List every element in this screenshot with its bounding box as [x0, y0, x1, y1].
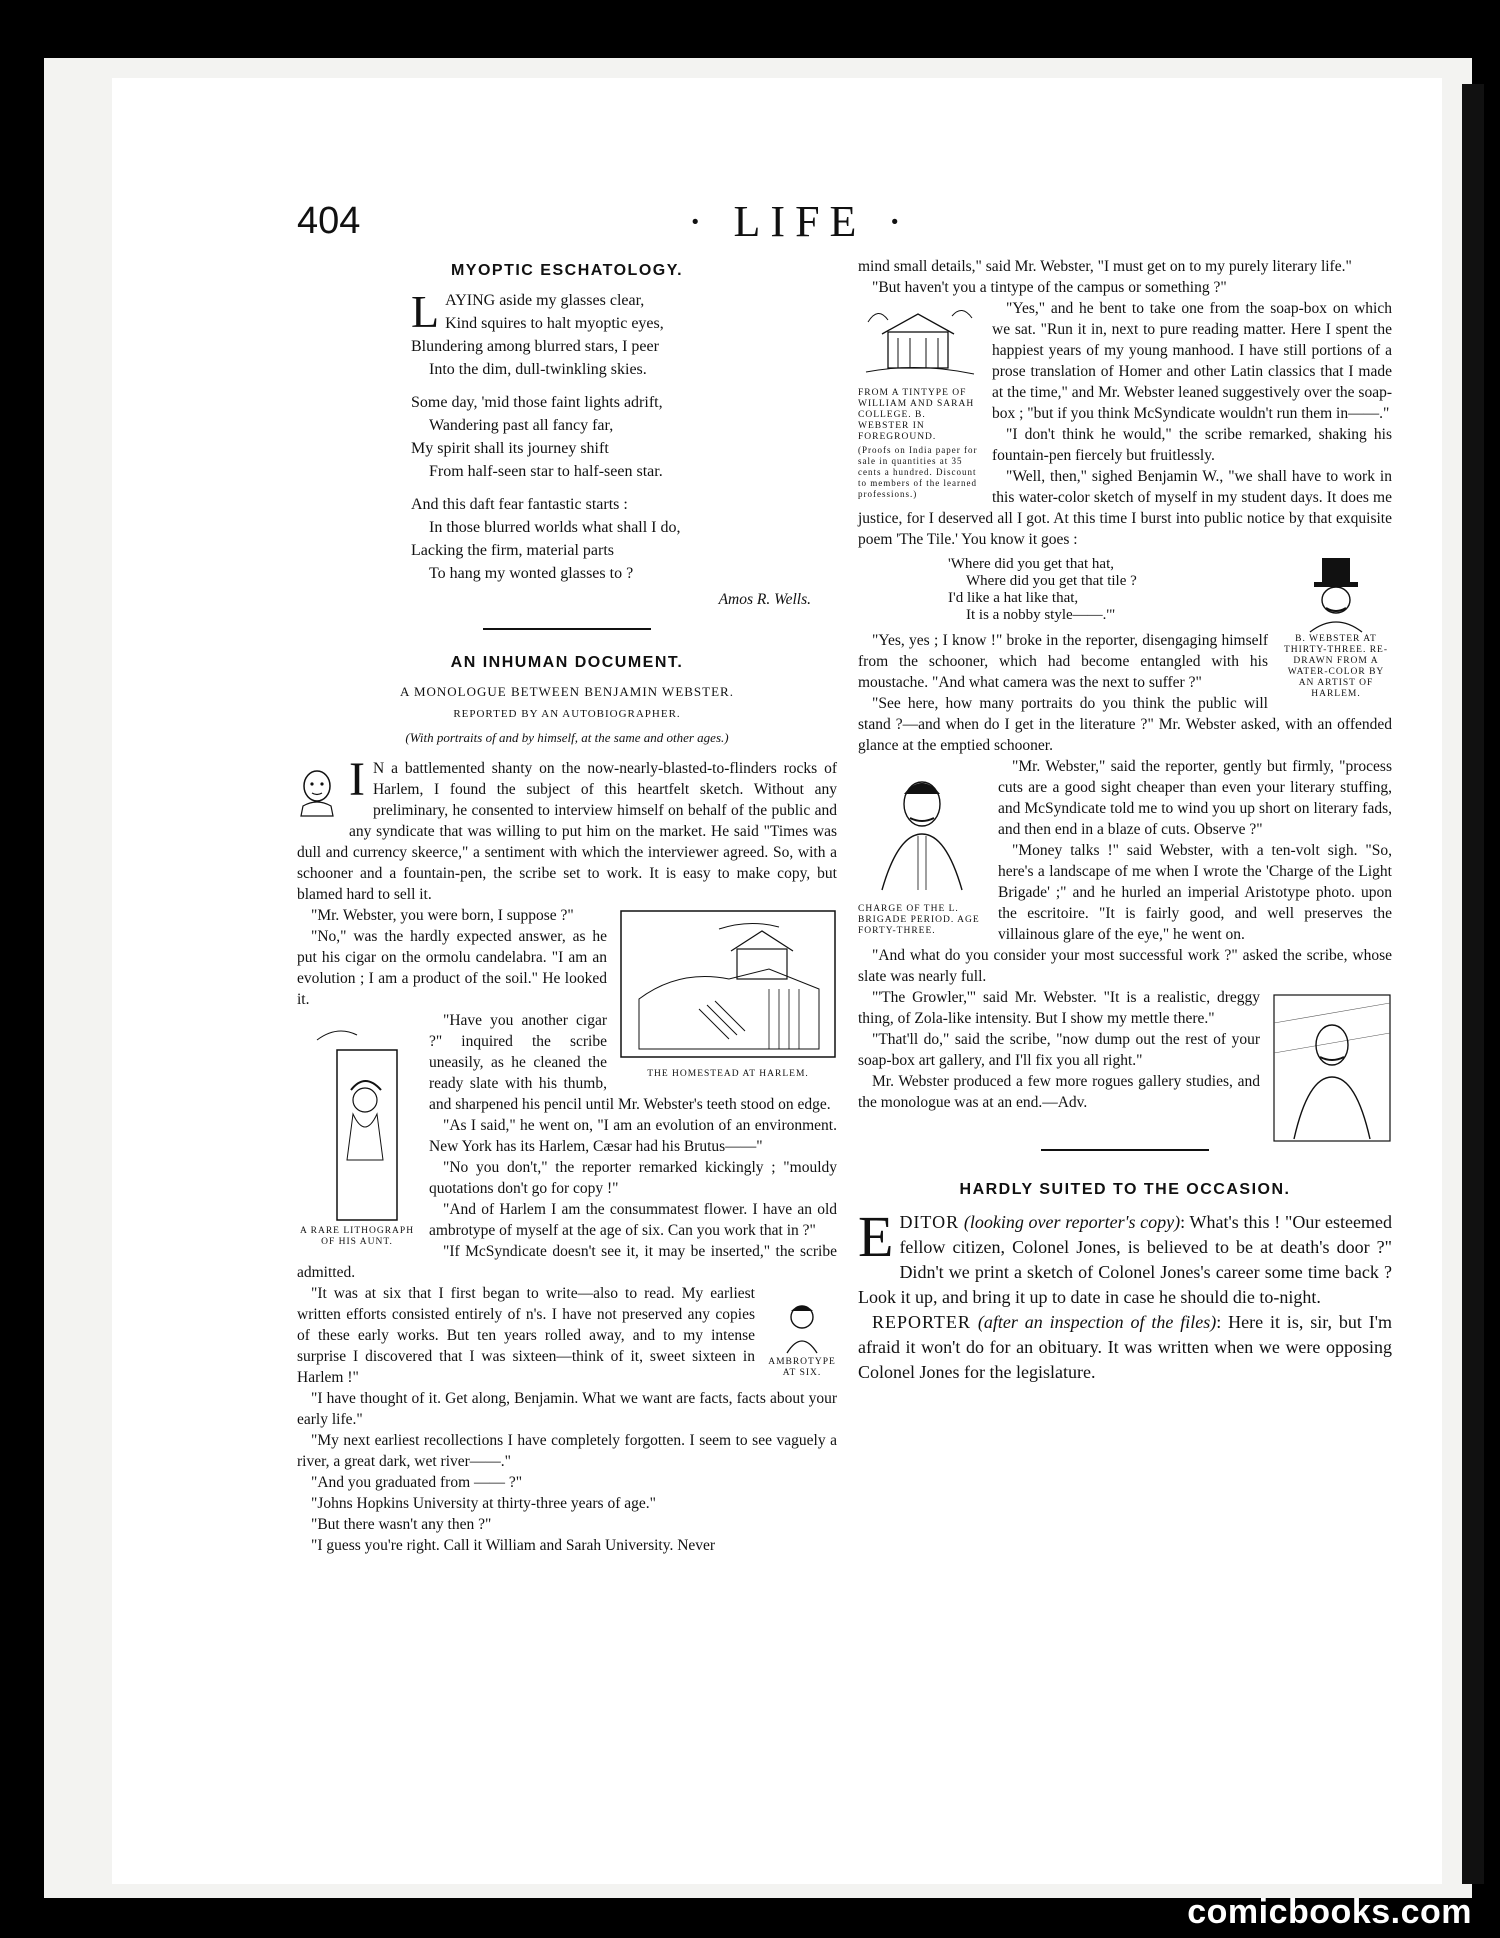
- paragraph: "That'll do," said the scribe, "now dump out the rest of your soap-box art gallery, and I'll fix you all right.": [858, 1031, 1260, 1069]
- paragraph: "No you don't," the reporter remarked kickingly ; "mouldy quotations don't go for copy !": [429, 1159, 837, 1197]
- poem-line: And this daft fear fantastic starts :: [411, 496, 628, 513]
- tintype-figure: [858, 302, 980, 500]
- poem-line: My spirit shall its journey shift: [411, 440, 609, 457]
- editor-text: : What's this ! "Our esteemed fellow citizen, Colonel Jones, is believed to be at death's door ?" Didn't we print a sketch of Colonel Jones's career some time back ? Look it up, and bring it up to date in case he should die to-night.: [858, 1212, 1393, 1307]
- page-number: 404: [297, 200, 361, 242]
- college-tintype-illustration: [858, 302, 980, 382]
- section-divider: [1041, 1149, 1209, 1151]
- poem-body: [411, 286, 837, 585]
- growler-portrait-illustration: [1272, 993, 1392, 1143]
- editor-label: DITOR: [899, 1212, 960, 1232]
- masthead-title: · LIFE ·: [687, 197, 913, 246]
- paragraph: "Mr. Webster, you were born, I suppose ?": [311, 907, 574, 924]
- top-hat-portrait-illustration: [1280, 554, 1392, 634]
- poem-line: AYING aside my glasses clear,: [445, 292, 645, 309]
- ambrotype-caption: AMBROTYPE AT SIX.: [768, 1357, 836, 1378]
- poem-stanza-1: [411, 286, 837, 381]
- baby-portrait-illustration: [297, 762, 337, 818]
- aunt-caption: A RARE LITHOGRAPH OF HIS AUNT.: [299, 1226, 415, 1247]
- reporter-paragraph: [858, 1310, 1392, 1385]
- charge-figure: [858, 764, 986, 937]
- paragraph: N a battlemented shanty on the now-nearly-blasted-to-flinders rocks of Harlem, I found the subject of this heartfelt sketch. Without any preliminary, he consented to interview himself on behalf of the public and any syndicate that was willing to put him on the market. He said "Times was dull and currency skeerce," a sentiment with which the interviewer agreed. So, with a schooner and a fountain-pen, the scribe set to work. It is easy to make copy, but blamed hard to sell it.: [297, 760, 837, 903]
- paragraph: "If McSyndicate doesn't see it, it may be inserted," the scribe admitted.: [297, 1243, 837, 1281]
- aunt-lithograph-illustration: [297, 1020, 417, 1226]
- poem-line: Blundering among blurred stars, I peer: [411, 338, 659, 355]
- poem-line: Lacking the firm, material parts: [411, 542, 615, 559]
- thirty-three-caption: B. WEBSTER AT THIRTY-THREE. RE-DRAWN FROM A WATER-COLOR BY AN ARTIST OF HARLEM.: [1283, 634, 1389, 699]
- paragraph: "And of Harlem I am the consummatest flower. I have an old ambrotype of myself at the age of six. Can you work that in ?": [429, 1201, 837, 1239]
- paragraph: "Money talks !" said Webster, with a ten-volt sigh. "So, here's a landscape of me when I wrote the 'Charge of the Light Brigade' ;" and he hurled an imperial Aristotype photo. upon the escritoire. "It is fairly good, and well preserves the villainous glare of the eye," he went on.: [998, 842, 1392, 943]
- paragraph: "I guess you're right. Call it William and Sarah University. Never: [311, 1537, 716, 1554]
- poem-line: To hang my wonted glasses to ?: [429, 565, 634, 582]
- section-divider: [483, 628, 651, 630]
- poem-stanza-2: [411, 391, 837, 483]
- homestead-caption: THE HOMESTEAD AT HARLEM.: [647, 1069, 809, 1079]
- ambrotype-portrait-illustration: [767, 1297, 837, 1357]
- left-column: [297, 256, 837, 1556]
- homestead-illustration: [619, 909, 837, 1059]
- paragraph: "And you graduated from —— ?": [311, 1474, 523, 1491]
- paragraph: Mr. Webster produced a few more rogues gallery studies, and the monologue was at an end.—Adv.: [858, 1073, 1260, 1111]
- right-column: [858, 256, 1392, 1385]
- reporter-label: REPORTER: [872, 1312, 971, 1332]
- poem-stanza-3: [411, 493, 837, 585]
- verse-line: I'd like a hat like that,: [948, 590, 1079, 606]
- poem-author: Amos R. Wells.: [718, 591, 811, 608]
- paragraph: "No," was the hardly expected answer, as he put his cigar on the ormolu candelabra. "I am an evolution ; I am a product of the soil." He looked it.: [297, 928, 607, 1008]
- paragraph: "But there wasn't any then ?": [311, 1516, 492, 1533]
- poem-title: MYOPTIC ESCHATOLOGY.: [450, 262, 684, 279]
- thirty-three-figure: [1280, 554, 1392, 700]
- paragraph: "Well, then," sighed Benjamin W., "we shall have to work in this water-color sketch of myself in my student days. It does me justice, for I deserved all I got. At this time I burst into public notice by that exquisite poem 'The Tile.' You know it goes :: [858, 468, 1392, 548]
- paragraph: "See here, how many portraits do you think the public will stand ?—and when do I get in the literature ?" Mr. Webster asked, with an offended glance at the emptied schooner.: [858, 695, 1392, 754]
- poem-line: Wandering past all fancy far,: [429, 417, 614, 434]
- article-byline: REPORTED BY AN AUTOBIOGRAPHER.: [453, 708, 681, 720]
- aunt-figure: [297, 1020, 417, 1248]
- editor-paragraph: [858, 1204, 1393, 1310]
- verse-line: 'Where did you get that hat,: [948, 556, 1114, 572]
- article-drop-cap: I: [349, 753, 365, 806]
- paragraph: mind small details," said Mr. Webster, "I must get on to my purely literary life.": [858, 258, 1352, 275]
- poem-line: From half-seen star to half-seen star.: [429, 463, 663, 480]
- paragraph: "Have you another cigar ?" inquired the scribe uneasily, as he cleaned the ready slate with his thumb, and sharpened his pencil until Mr. Webster's teeth stood on edge.: [429, 1012, 831, 1113]
- poem-line: Into the dim, dull-twinkling skies.: [429, 361, 647, 378]
- paragraph: "And what do you consider your most successful work ?" asked the scribe, whose slate was nearly full.: [858, 947, 1392, 985]
- hardly-title: HARDLY SUITED TO THE OCCASION.: [959, 1181, 1291, 1198]
- verse-line: It is a nobby style——.'": [966, 607, 1116, 623]
- reporter-aside: (after an inspection of the files): [977, 1312, 1217, 1332]
- hardly-drop-cap: E: [858, 1204, 894, 1269]
- homestead-figure: [619, 909, 837, 1080]
- article-subtitle: A MONOLOGUE BETWEEN BENJAMIN WEBSTER.: [400, 684, 734, 699]
- charge-caption: CHARGE OF THE L. BRIGADE PERIOD. AGE FORTY-THREE.: [858, 904, 980, 936]
- paragraph: "Yes," and he bent to take one from the soap-box on which we sat. "Run it in, next to pure reading matter. Here I spent the happiest years of my young manhood. I have still portions of a prose translation of Homer and other Latin classics that I made at the time," and Mr. Webster leaned suggestively over the soap-box ; "but if you think McSyndicate wouldn't run them in——.": [992, 300, 1392, 422]
- charge-portrait-illustration: [858, 764, 986, 894]
- paragraph: "Johns Hopkins University at thirty-three years of age.": [311, 1495, 656, 1512]
- baby-portrait-figure: [297, 762, 337, 818]
- tintype-caption: FROM A TINTYPE OF WILLIAM AND SARAH COLLEGE. B. WEBSTER IN FOREGROUND.: [858, 388, 975, 442]
- poem-line: Some day, 'mid those faint lights adrift,: [411, 394, 663, 411]
- ambrotype-figure: [767, 1297, 837, 1379]
- paragraph: "I don't think he would," the scribe remarked, shaking his fountain-pen fiercely but fruitlessly.: [992, 426, 1392, 464]
- paragraph: "It was at six that I first began to write—also to read. My earliest written efforts consisted entirely of n's. I have not preserved any copies of these early works. But ten years rolled away, and to my intense surprise I discovered that I was sixteen—think of it, sweet sixteen in Harlem !": [297, 1285, 755, 1386]
- article-title: AN INHUMAN DOCUMENT.: [450, 654, 684, 671]
- binding-spine: [1462, 84, 1484, 1884]
- paragraph: "I have thought of it. Get along, Benjamin. What we want are facts, facts about your early life.": [297, 1390, 837, 1428]
- growler-figure: [1272, 993, 1392, 1143]
- reporter-text: : Here it is, sir, but I'm afraid it won't do for an obituary. It was written when we were opposing Colonel Jones for the legislature.: [858, 1312, 1392, 1382]
- paragraph: "As I said," he went on, "I am an evolution of an environment. New York has its Harlem, Cæsar had his Brutus——": [429, 1117, 837, 1155]
- article-portraits-note: (With portraits of and by himself, at the same and other ages.): [405, 730, 729, 745]
- paragraph: "My next earliest recollections I have completely forgotten. I seem to see vaguely a river, a great dark, wet river——.": [297, 1432, 837, 1470]
- paragraph: "Yes, yes ; I know !" broke in the reporter, disengaging himself from the schooner, which had become entangled with his moustache. "And what camera was the next to suffer ?": [858, 632, 1268, 691]
- poem-line: Kind squires to halt myoptic eyes,: [445, 315, 664, 332]
- editor-aside: (looking over reporter's copy): [963, 1212, 1181, 1232]
- poem-drop-cap: L: [411, 286, 440, 337]
- verse-line: Where did you get that tile ?: [966, 573, 1137, 589]
- watermark: comicbooks.com: [1187, 1893, 1472, 1931]
- tintype-note: (Proofs on India paper for sale in quantities at 35 cents a hundred. Discount to members of the learned professions.): [858, 445, 978, 499]
- paragraph: "'The Growler,'" said Mr. Webster. "It is a realistic, dreggy thing, of Zola-like intensity. But I show my mettle there.": [858, 989, 1260, 1027]
- poem-line: In those blurred worlds what shall I do,: [429, 519, 681, 536]
- paragraph: "But haven't you a tintype of the campus or something ?": [872, 279, 1227, 296]
- paragraph: "Mr. Webster," said the reporter, gently but firmly, "process cuts are a good sight cheaper than even your literary stuffing, and McSyndicate told me to wind you up short on literary fads, and then end in a blaze of cuts. Observe ?": [998, 758, 1392, 838]
